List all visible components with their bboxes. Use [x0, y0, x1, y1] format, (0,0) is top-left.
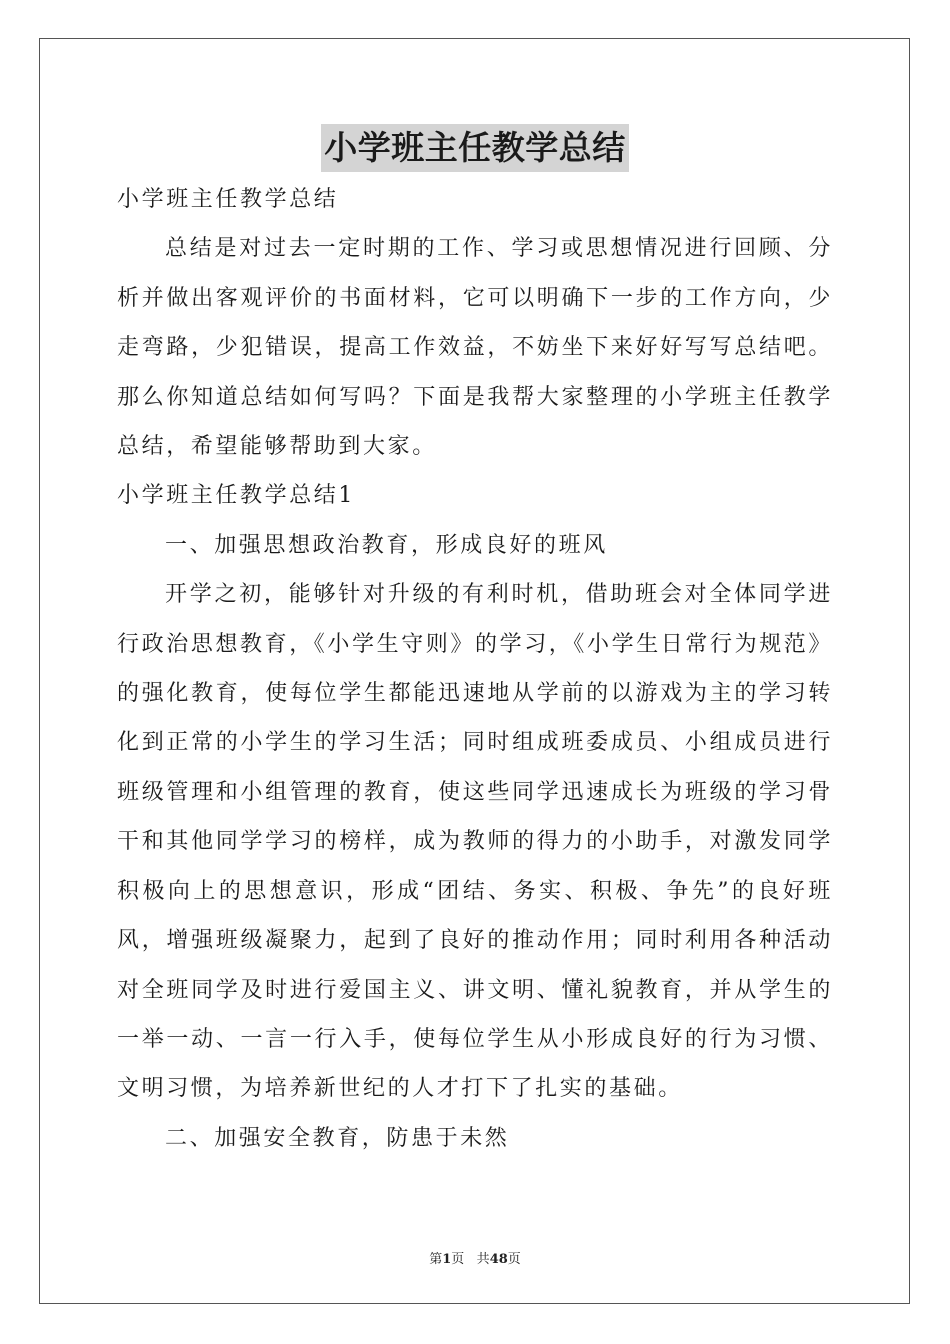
page-prefix: 第: [429, 1252, 443, 1267]
total-suffix: 页: [507, 1252, 521, 1267]
body-paragraph: 开学之初，能够针对升级的有利时机，借助班会对全体同学进行政治思想教育，《小学生守则》的学习，《小学生日常行为规范》的强化教育，使每位学生都能迅速地从学前的以游戏为主的学习转化到正常的小学生的学习生活；同时组成班委成员、小组成员进行班级管理和小组管理的教育，使这些同学迅速成长为班级的学习骨干和其他同学学习的榜样，成为教师的得力的小助手，对激发同学积极向上的思想意识，形成“团结、务实、积极、争先”的良好班风，增强班级凝聚力，起到了良好的推动作用；同时利用各种活动对全班同学及时进行爱国主义、讲文明、懂礼貌教育，并从学生的一举一动、一言一行入手，使每位学生从小形成良好的行为习惯、文明习惯，为培养新世纪的人才打下了扎实的基础。: [117, 582, 834, 1102]
intro-heading: 小学班主任教学总结: [117, 187, 339, 212]
total-pages: 48: [489, 1252, 508, 1267]
document-title: 小学班主任教学总结: [321, 124, 629, 172]
total-prefix: 共: [476, 1252, 490, 1267]
page-footer: [0, 1248, 950, 1267]
document-body: [117, 175, 833, 1163]
intro-paragraph: 总结是对过去一定时期的工作、学习或思想情况进行回顾、分析并做出客观评价的书面材料，它可以明确下一步的工作方向，少走弯路，少犯错误，提高工作效益，不妨坐下来好好写写总结吧。那么你知道总结如何写吗？下面是我帮大家整理的小学班主任教学总结，希望能够帮助到大家。: [117, 236, 833, 460]
subheading-two: 二、加强安全教育，防患于未然: [165, 1125, 510, 1151]
title-area: [0, 124, 950, 172]
page-suffix: 页: [451, 1252, 465, 1267]
subheading-one: 一、加强思想政治教育，形成良好的班风: [165, 532, 608, 558]
section-heading: 小学班主任教学总结1: [117, 483, 355, 509]
page-number: 1: [442, 1252, 452, 1267]
